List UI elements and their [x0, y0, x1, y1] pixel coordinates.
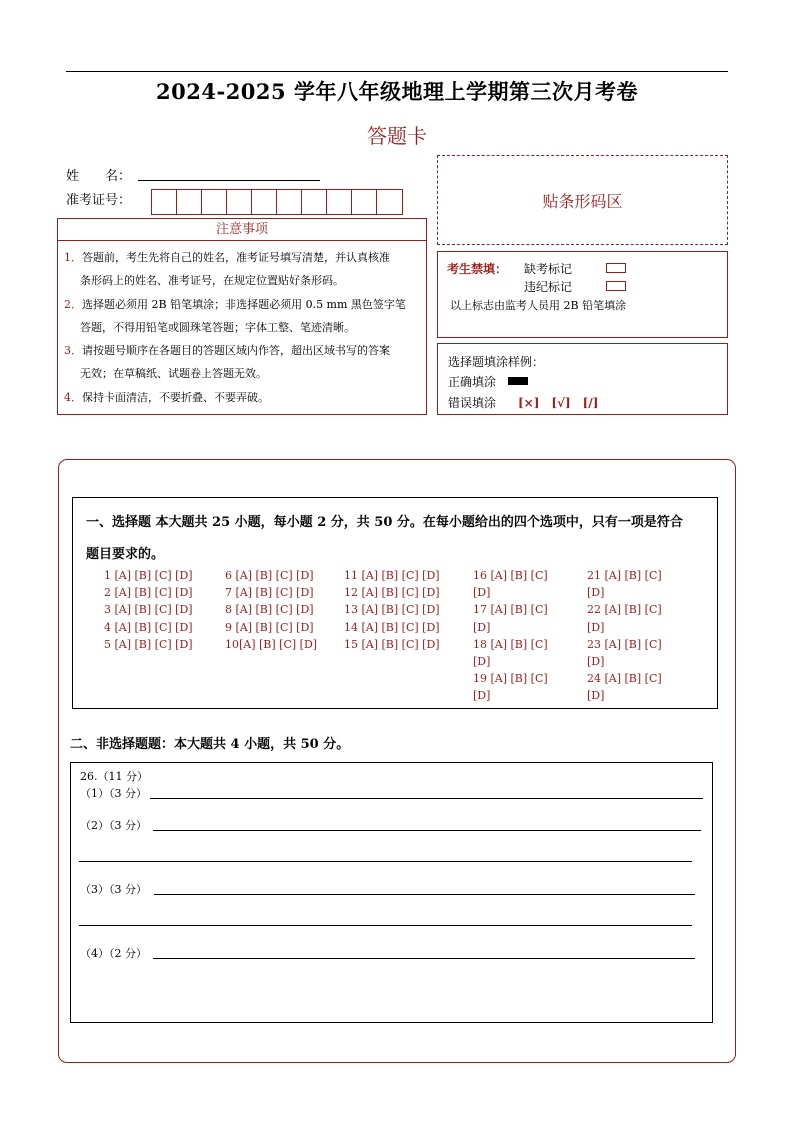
mc-column-2[interactable]	[225, 567, 317, 653]
mc-question-row[interactable]: 10[A] [B] [C] [D]	[225, 637, 318, 651]
id-digit-box[interactable]	[327, 190, 352, 214]
name-input-line[interactable]	[138, 180, 320, 181]
id-digit-box[interactable]	[202, 190, 227, 214]
mc-question-row[interactable]: 23 [A] [B] [C]	[587, 637, 662, 651]
section2-title: 二、非选择题题：本大题共 4 小题，共 50 分。	[70, 737, 350, 752]
mc-question-row[interactable]: 8 [A] [B] [C] [D]	[225, 603, 314, 617]
mc-question-row[interactable]: 17 [A] [B] [C]	[473, 603, 548, 617]
absent-mark-label: 缺考标记	[524, 262, 573, 276]
mc-question-row[interactable]: 3 [A] [B] [C] [D]	[104, 603, 193, 617]
violation-mark-box[interactable]	[606, 281, 626, 291]
q26-answer-box	[70, 762, 713, 1023]
mc-question-row[interactable]: 9 [A] [B] [C] [D]	[225, 620, 314, 634]
notes-heading: 注意事项	[57, 218, 427, 241]
mc-question-row[interactable]: 4 [A] [B] [C] [D]	[104, 620, 193, 634]
q26-part3-line-2[interactable]	[79, 925, 692, 926]
mc-question-row[interactable]: 5 [A] [B] [C] [D]	[104, 637, 193, 651]
mc-question-row[interactable]: 22 [A] [B] [C]	[587, 603, 662, 617]
note-item-cont: 答题，不得用铅笔或圆珠笔答题；字体工整、笔迹清晰。	[80, 320, 355, 334]
notes-list	[57, 241, 427, 415]
mc-question-row-wrap[interactable]: [D]	[587, 689, 605, 703]
note-item-cont: 条形码上的姓名、准考证号，在规定位置贴好条形码。	[80, 274, 344, 288]
q26-part4-label: （4）（2 分）	[80, 947, 147, 960]
wrong-fill-samples: [×] [√] [/]	[518, 396, 599, 410]
id-digit-box[interactable]	[152, 190, 177, 214]
mc-question-row[interactable]: 16 [A] [B] [C]	[473, 569, 548, 582]
mc-question-row-wrap[interactable]: [D]	[473, 655, 491, 669]
note-item: 3．请按题号顺序在各题目的答题区域内作答，超出区域书写的答案	[64, 344, 390, 358]
mc-question-row-wrap[interactable]: [D]	[587, 620, 605, 634]
violation-mark-label: 违纪标记	[524, 280, 573, 294]
forbidden-fill-box	[437, 251, 728, 338]
correct-fill-sample	[508, 377, 528, 385]
q26-part3-label: （3）（3 分）	[80, 883, 147, 896]
mc-question-row-wrap[interactable]: [D]	[587, 586, 605, 600]
id-digit-box[interactable]	[177, 190, 202, 214]
page-title: 2024-2025 学年八年级地理上学期第三次月考卷	[156, 79, 638, 104]
id-digit-box[interactable]	[227, 190, 252, 214]
q26-label: 26.（11 分）	[80, 770, 148, 783]
q26-part3-line[interactable]	[154, 894, 695, 895]
id-digit-box[interactable]	[277, 190, 302, 214]
note-item: 1．答题前，考生先将自己的姓名，准考证号填写清楚，并认真核准	[64, 251, 390, 264]
fill-sample-box	[437, 343, 728, 415]
name-label: 姓 名：	[66, 169, 132, 184]
exam-id-boxes[interactable]	[151, 189, 403, 215]
mc-column-1[interactable]	[104, 567, 193, 653]
id-digit-box[interactable]	[352, 190, 377, 214]
note-item-cont: 无效；在草稿纸、试题卷上答题无效。	[80, 367, 267, 381]
id-digit-box[interactable]	[252, 190, 277, 214]
fill-sample-title: 选择题填涂样例：	[448, 355, 545, 369]
mc-question-row[interactable]: 13 [A] [B] [C] [D]	[344, 603, 440, 617]
mc-question-row-wrap[interactable]: [D]	[473, 689, 491, 703]
note-item: 4．保持卡面清洁，不要折叠、不要弄破。	[64, 390, 269, 404]
id-digit-box[interactable]	[377, 190, 402, 214]
mc-question-row[interactable]: 19 [A] [B] [C]	[473, 672, 548, 686]
mc-question-row[interactable]: 18 [A] [B] [C]	[473, 637, 548, 651]
mc-question-row[interactable]: 7 [A] [B] [C] [D]	[225, 586, 314, 600]
mc-question-row[interactable]: 21 [A] [B] [C]	[587, 569, 662, 582]
q26-part2-line-2[interactable]	[79, 861, 692, 862]
mc-column-4[interactable]	[473, 567, 548, 705]
mc-question-row[interactable]: 2 [A] [B] [C] [D]	[104, 586, 193, 600]
barcode-area: 贴条形码区	[437, 155, 728, 245]
mc-column-5[interactable]	[587, 567, 662, 705]
absent-mark-box[interactable]	[606, 263, 626, 273]
exam-id-label: 准考证号：	[66, 193, 132, 208]
q26-part2-label: （2）（3 分）	[80, 819, 147, 832]
q26-part1-label: （1）（3 分）	[80, 787, 147, 800]
mc-question-row[interactable]: 6 [A] [B] [C] [D]	[225, 569, 314, 582]
q26-part2-line[interactable]	[153, 830, 701, 831]
id-digit-box[interactable]	[302, 190, 327, 214]
q26-part4-line[interactable]	[153, 958, 695, 959]
mc-question-row[interactable]: 12 [A] [B] [C] [D]	[344, 586, 440, 600]
mc-question-row[interactable]: 1 [A] [B] [C] [D]	[104, 569, 193, 582]
mc-question-row[interactable]: 15 [A] [B] [C] [D]	[344, 637, 440, 651]
mc-question-row[interactable]: 24 [A] [B] [C]	[587, 672, 662, 686]
wrong-fill-label: 错误填涂	[448, 396, 497, 410]
answer-sheet-subtitle: 答题卡	[367, 124, 427, 148]
top-rule	[66, 71, 728, 72]
mc-question-row[interactable]: 14 [A] [B] [C] [D]	[344, 620, 440, 634]
mc-question-row-wrap[interactable]: [D]	[473, 586, 491, 600]
mc-question-row-wrap[interactable]: [D]	[587, 655, 605, 669]
mc-column-3[interactable]	[344, 567, 440, 653]
q26-part1-line[interactable]	[150, 798, 703, 799]
mc-question-row-wrap[interactable]: [D]	[473, 620, 491, 634]
correct-fill-label: 正确填涂	[448, 375, 497, 389]
forbidden-label: 考生禁填：	[447, 262, 508, 276]
section1-description: 一、选择题 本大题共 25 小题，每小题 2 分，共 50 分。在每小题给出的四个选项中，只有一项是符合 题目要求的。	[86, 515, 683, 562]
note-item: 2．选择题必须用 2B 铅笔填涂；非选择题必须用 0.5 mm 黑色签字笔	[64, 297, 406, 311]
forbidden-note: 以上标志由监考人员用 2B 铅笔填涂	[450, 299, 627, 312]
mc-question-row[interactable]: 11 [A] [B] [C] [D]	[344, 569, 440, 582]
